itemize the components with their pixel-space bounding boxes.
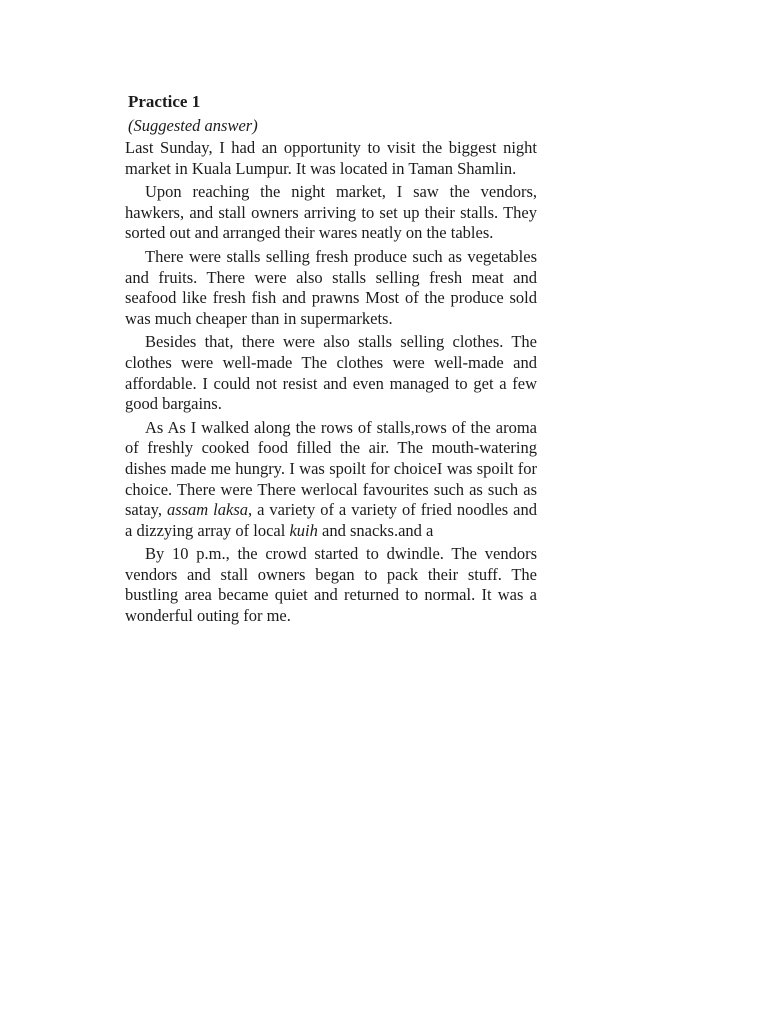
document-page — [125, 92, 537, 630]
paragraph-4: Besides that, there were also stalls selling clothes. The clothes were well-made The clothes were well-made and affordable. I could not resist and even managed to get a few good bargains. — [125, 332, 537, 414]
document-subtitle: (Suggested answer) — [128, 116, 258, 135]
italic-snack-name: kuih — [289, 520, 318, 540]
paragraph-5-part-2: , a variety of a variety of fried noodles and a dizzying array of local — [125, 500, 537, 540]
document-title: Practice 1 — [128, 92, 201, 111]
paragraph-5-italic-1 — [167, 500, 248, 519]
paragraph-5-part-3: and snacks.and a — [317, 520, 434, 540]
paragraph-1: Last Sunday, I had an opportunity to visit the biggest night market in Kuala Lumpur. It was located in Taman Shamlin. — [125, 138, 537, 178]
paragraph-3: There were stalls selling fresh produce such as vegetables and fruits. There were also stalls selling fresh meat and seafood like fresh fish and prawns Most of the produce sold was much cheaper than in supermarkets. — [125, 246, 537, 328]
paragraph-6: By 10 p.m., the crowd started to dwindle. The vendors vendors and stall owners began to pack their stuff. The bustling area became quiet and returned to normal. It was a wonderful outing for me. — [125, 544, 537, 626]
paragraph-5-part-1: As As I walked along the rows of stalls,rows of the aroma of freshly cooked food filled the air. The mouth-watering dishes made me hungry. I was spoilt for choiceI was spoilt for choice. There were There werlocal favourites such as such as satay, — [125, 417, 537, 520]
paragraph-5-italic-2 — [289, 521, 317, 540]
paragraph-5 — [125, 418, 537, 542]
italic-dish-name: assam laksa — [166, 500, 249, 520]
paragraph-2: Upon reaching the night market, I saw the vendors, hawkers, and stall owners arriving to set up their stalls. They sorted out and arranged their wares neatly on the tables. — [125, 182, 537, 243]
